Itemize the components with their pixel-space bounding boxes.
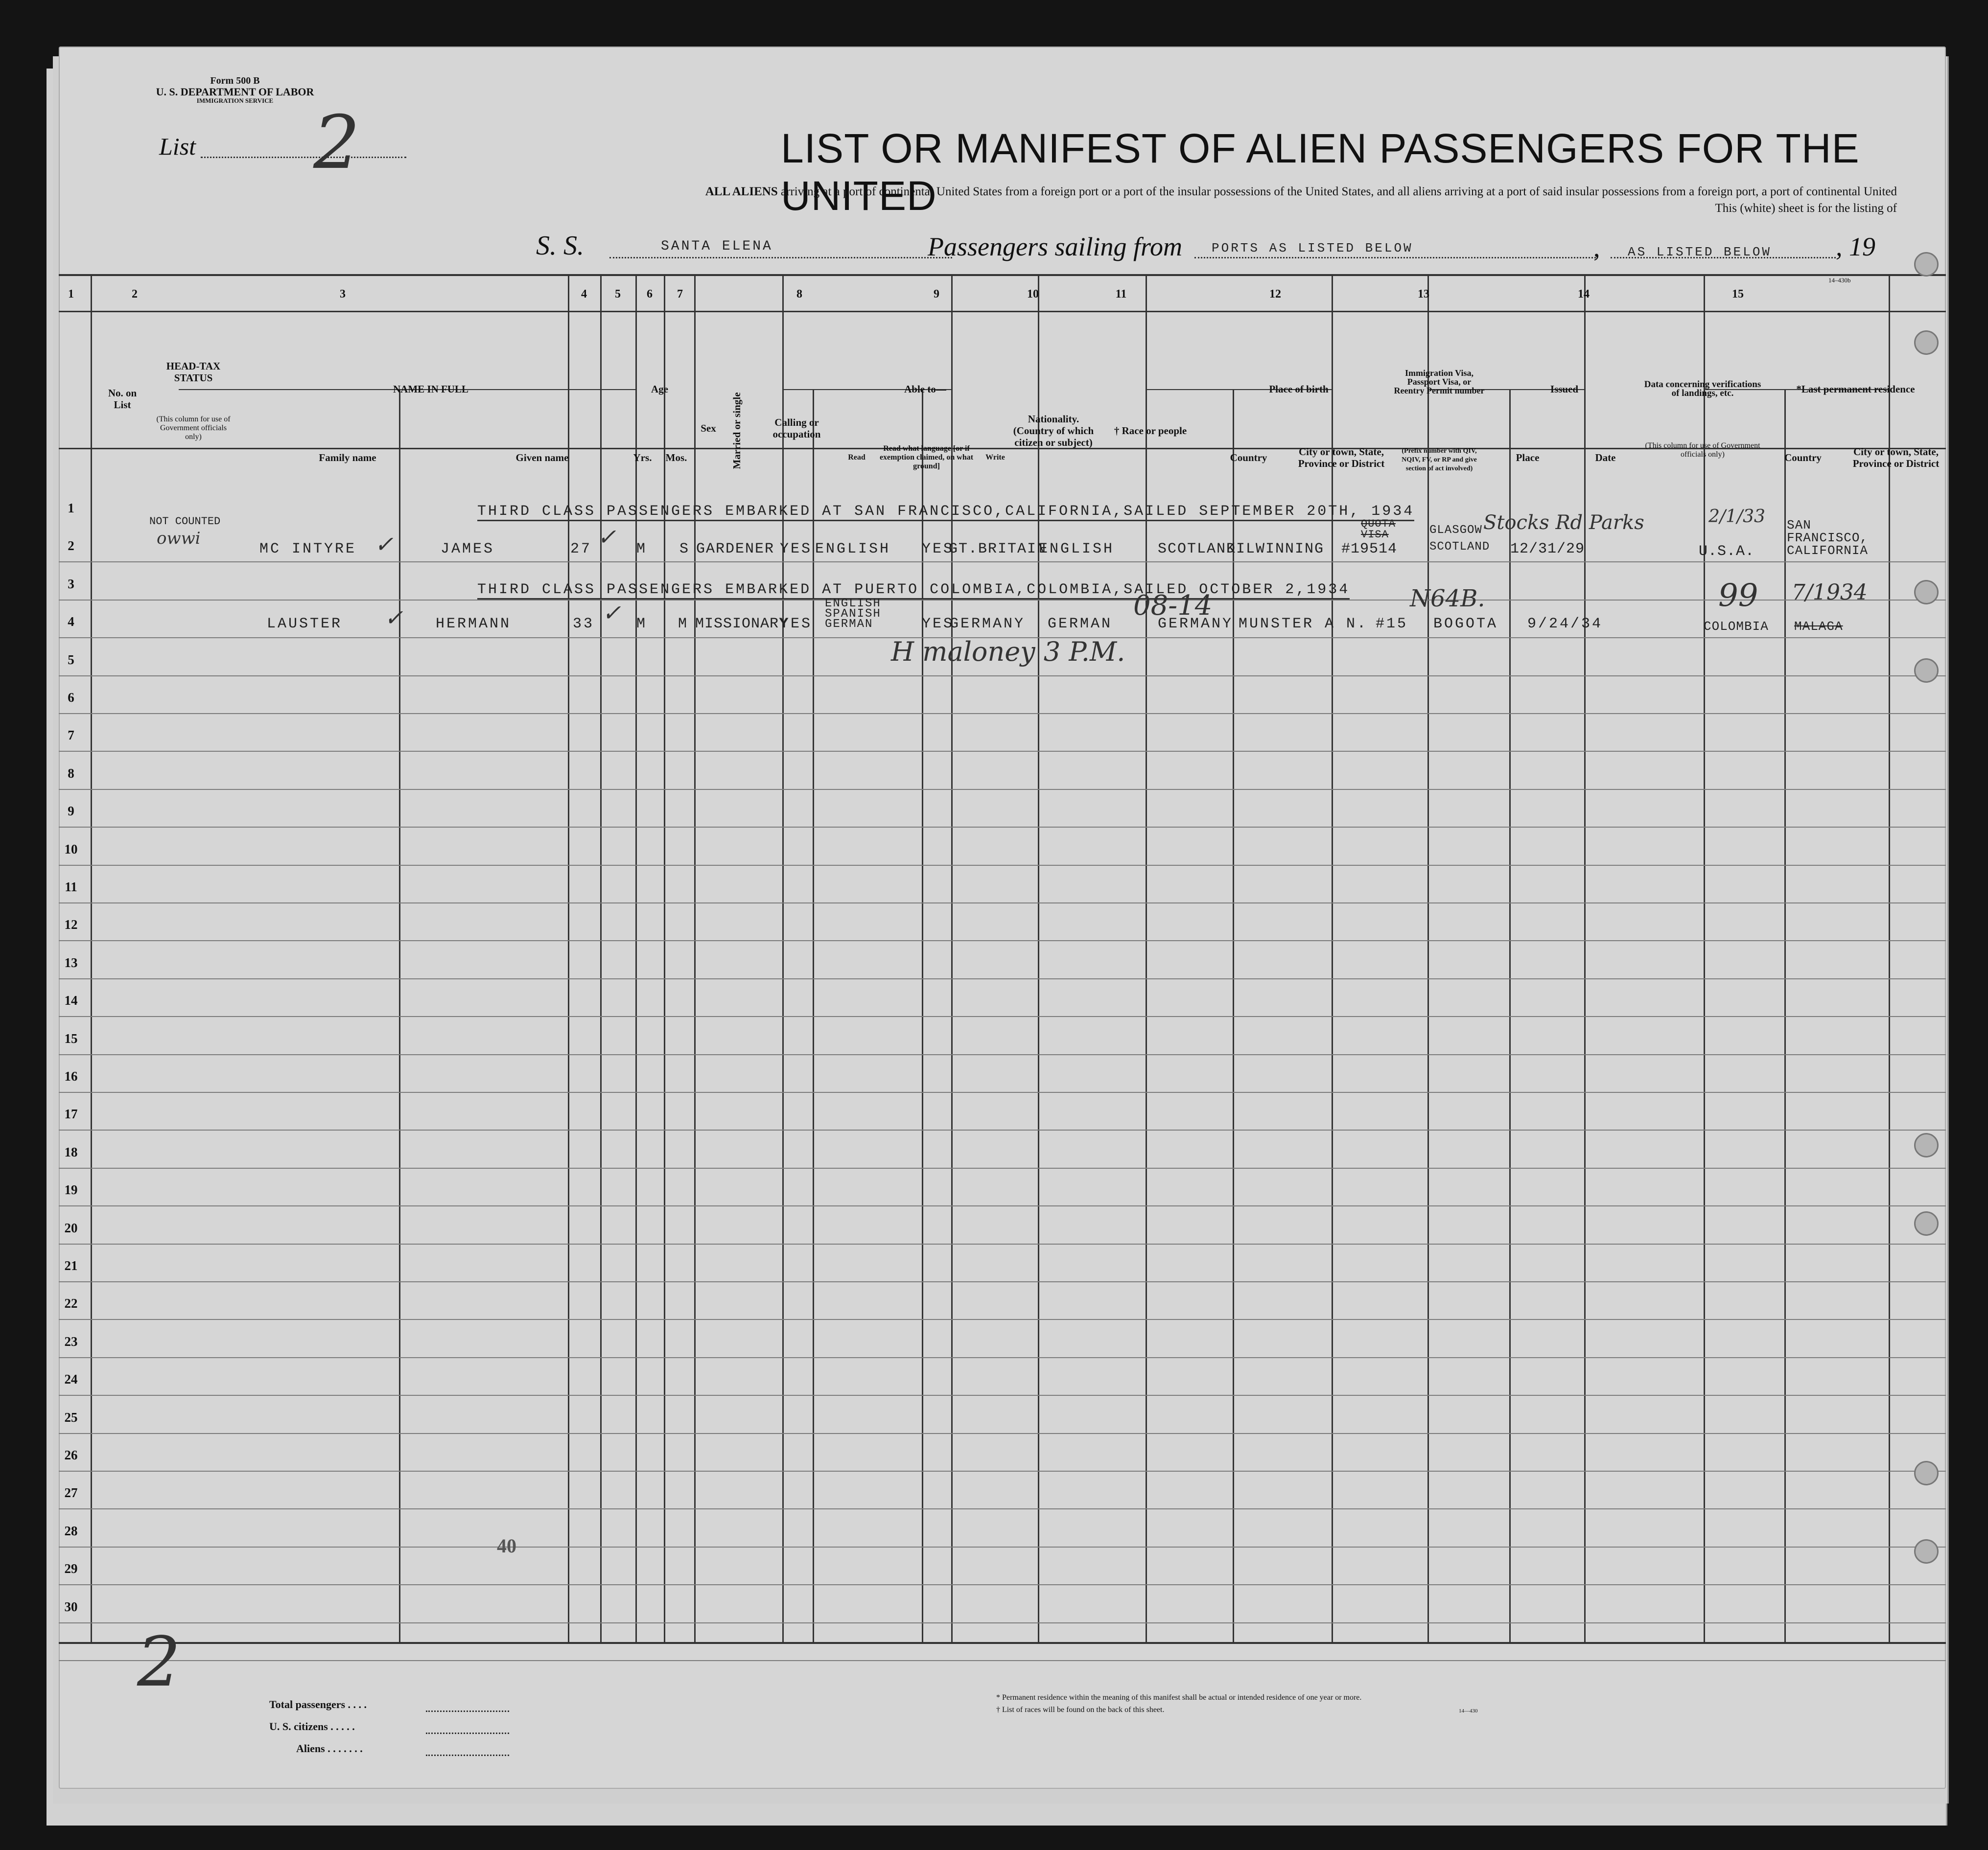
sailing-label: Passengers sailing from [928,232,1183,261]
row-number: 23 [64,1334,78,1349]
row-rule [59,1660,1946,1661]
row-rule [59,1205,1946,1206]
row-number: 18 [64,1145,78,1159]
column-rule [1704,274,1705,1642]
row-rule [59,1168,1946,1169]
language: ENGLISH [815,541,891,557]
header-read: Read [848,453,865,462]
column-rule [1038,274,1039,1642]
row-rule [59,940,1946,941]
res-handwriting: 2/1/33 [1708,507,1765,527]
row-rule [59,1244,1946,1245]
visa-type: QUOTA VISA [1361,518,1396,541]
marital: M [678,616,689,632]
column-number: 3 [340,288,346,301]
comma: , [1593,233,1600,262]
column-number: 12 [1269,288,1281,301]
row-number: 17 [64,1107,78,1121]
can-write: YES [922,616,955,632]
punch-hole [1914,330,1939,355]
header-birth-city: City or town, State, Province or District [1298,446,1385,469]
punch-hole [1914,1461,1939,1485]
header-place-of-birth: Place of birth [1269,383,1329,395]
language: ENGLISH SPANISH GERMAN [825,597,881,631]
year-prefix: , 19 [1836,232,1875,261]
row-rule [59,751,1946,752]
head-tax-handwriting: owwi [157,529,201,548]
can-read: YES [780,616,813,632]
column-number: 15 [1732,288,1744,301]
header-last-residence: *Last permanent residence [1796,383,1915,395]
res-country: COLOMBIA [1704,619,1769,634]
footer-total-line [426,1711,509,1712]
row-number: 24 [64,1372,78,1387]
sub-column-rule [399,389,400,1642]
footer-aliens-label: Aliens [296,1742,325,1755]
header-no-on-list: No. on List [108,387,137,411]
row-number: 4 [68,614,74,629]
row-number: 1 [68,501,74,515]
row-rule [59,713,1946,714]
birth-city: KILWINNING [1226,541,1325,557]
birth-city: MUNSTER A N. [1239,616,1368,632]
column-rule [91,274,92,1642]
header-yrs: Yrs. [633,452,652,463]
header-head-tax: HEAD-TAX STATUS [166,360,221,384]
row-number: 25 [64,1410,78,1425]
header-read-language: Read what language [or if exemption claimed, on what ground] [879,444,974,470]
row-number: 16 [64,1069,78,1084]
column-rule [782,274,784,1642]
intro-line-1: arriving at a port of continental United States from a foreign port or a port of the insular possessions of the United States, and all aliens arriving at a port of said insular possessions from a foreign port, a port of continental United [780,185,1897,198]
header-head-tax-note: (This column for use of Government officials only) [156,415,231,441]
footnote-residence: * Permanent residence within the meaning of this manifest shall be actual or intended residence of one year or more. [996,1693,1362,1702]
form-number-text: Form 500 B [210,75,260,86]
birth-country: GERMANY [1158,616,1234,632]
column-number: 2 [132,288,138,301]
row-rule [59,789,1946,790]
head-tax-value: NOT COUNTED [149,515,221,528]
age-years: 33 [573,616,595,632]
row-rule [59,1395,1946,1396]
family-name: MC INTYRE [259,541,357,557]
column-number-rule [59,311,1946,312]
row-rule [59,1357,1946,1358]
sub-column-rule [1784,389,1786,1642]
year-prefix-text: 19 [1849,232,1875,261]
row-rule [59,1092,1946,1093]
footnote-races: † List of races will be found on the back of this sheet. [996,1706,1165,1714]
row-number: 8 [68,766,74,781]
header-visa-note: (Prefix number with QIV, NQIV, FV, or RP and give section of act involved) [1402,447,1477,472]
row-rule [59,865,1946,866]
row-number: 7 [68,728,74,742]
page-stamp: 40 [497,1535,516,1557]
intro-text [431,184,1897,217]
given-name: HERMANN [436,616,512,632]
row-rule [59,827,1946,828]
header-write: Write [985,453,1005,462]
manifest-title: LIST OR MANIFEST OF ALIEN PASSENGERS FOR THE UNITED [781,125,1860,219]
race: ENGLISH [1039,541,1115,557]
row-number: 13 [64,955,78,970]
sub-column-rule [922,389,923,1642]
row-number: 20 [64,1221,78,1235]
header-data-concerning: Data concerning verifications of landings, etc. [1644,379,1761,398]
column-number: 8 [796,288,802,301]
list-label: List [159,133,196,160]
birth-country: SCOTLAND [1158,541,1237,557]
row-rule [59,675,1946,676]
sub-column-rule [600,389,602,1642]
row-number: 12 [64,917,78,932]
row-number: 30 [64,1599,78,1614]
header-date: Date [1595,452,1616,463]
footnote-stock: 14—430 [1459,1708,1478,1714]
row-number: 19 [64,1182,78,1197]
check-mark: ✓ [374,531,394,557]
footer-aliens-line [426,1755,509,1756]
sub-column-rule [813,389,814,1642]
row-rule [59,902,1946,903]
column-rule [1146,274,1147,1642]
sex: M [636,616,648,632]
header-married: Married or single [731,392,743,469]
footer-us-label: U. S. citizens [269,1720,328,1733]
punch-hole [1914,658,1939,683]
form-number [147,76,323,104]
header-race: † Race or people [1114,425,1187,437]
header-birth-country: Country [1230,452,1267,463]
punch-hole [1914,1211,1939,1236]
embarkation-line-1: THIRD CLASS PASSENGERS EMBARKED AT SAN FRANCISCO,CALIFORNIA,SAILED SEPTEMBER 20TH, 1934 [477,503,1414,521]
row-number: 27 [64,1485,78,1500]
issued-place: BOGOTA [1433,616,1498,632]
punch-hole [1914,1133,1939,1157]
check-mark: ✓ [602,600,621,626]
visa-number: #19514 [1341,541,1398,557]
check-mark: ✓ [597,524,616,550]
punch-hole [1914,252,1939,277]
issued-handwriting: Stocks Rd Parks [1483,511,1644,534]
row-rule [59,1054,1946,1055]
annotation-1934: 7/1934 [1792,580,1868,605]
row-rule [59,1508,1946,1509]
footer-us-citizens: U. S. citizens . . . . . [269,1720,355,1733]
nationality: GT.BRITAIN [949,541,1047,557]
row-number: 9 [68,804,74,818]
service-name: IMMIGRATION SERVICE [196,97,274,105]
sub-column-rule [1233,389,1234,1642]
header-family-name: Family name [319,452,376,463]
row-rule [59,1281,1946,1282]
ship-line [609,257,952,258]
header-place: Place [1516,452,1540,463]
manifest-sheet [59,46,1946,1789]
row-rule [59,1130,1946,1131]
list-number: 2 [313,100,360,185]
row-number: 2 [68,538,74,553]
row-number: 5 [68,652,74,667]
row-rule [59,1471,1946,1472]
column-number: 11 [1115,288,1127,301]
header-data-note: (This column for use of Government officials only) [1645,441,1760,459]
ports-line [1194,257,1596,258]
footer-aliens: Aliens . . . . . . . [296,1742,363,1755]
nationality: GERMANY [950,616,1026,632]
header-visa: Immigration Visa, Passport Visa, or Reentry Permit number [1394,368,1485,395]
header-nationality: Nationality. (Country of which citizen or subject) [1013,413,1094,448]
table-bottom-rule [59,1642,1946,1644]
row-number: 15 [64,1031,78,1046]
row-number: 22 [64,1296,78,1311]
age-years: 27 [570,541,592,557]
table-top-rule [59,274,1946,276]
visa-number: #15 [1376,616,1408,632]
header-res-country: Country [1784,452,1822,463]
res-city: MALAGA [1794,619,1843,634]
given-name: JAMES [441,541,495,557]
annotation-n64b: N64B. [1410,585,1485,612]
footer-total: Total passengers . . . . [269,1698,367,1711]
annotation-code: 08-14 [1133,590,1213,622]
marital: S [679,541,691,557]
row-rule [59,1547,1946,1548]
column-number: 5 [615,288,621,301]
can-write: YES [922,541,955,557]
ss-label: S. S. [536,231,584,261]
issued-date: 9/24/34 [1527,616,1603,632]
column-number: 7 [677,288,683,301]
list-line [201,157,406,158]
row-rule [59,600,1946,601]
row-rule [59,978,1946,979]
column-number: 6 [647,288,653,301]
punch-hole [1914,580,1939,604]
department-name: U. S. DEPARTMENT OF LABOR [156,86,314,98]
header-sex: Sex [701,422,716,434]
punch-hole [1914,1539,1939,1564]
sex: M [636,541,648,557]
can-read: YES [780,541,813,557]
occupation: MISSIONARY [695,616,789,632]
row-number: 26 [64,1448,78,1462]
check-mark: ✓ [384,604,403,631]
issued-date: 12/31/29 [1510,541,1585,557]
column-number: 10 [1027,288,1039,301]
header-name-in-full: NAME IN FULL [393,383,468,395]
res-country: U.S.A. [1699,543,1755,560]
list-mark-large: 2 [137,1622,181,1702]
embarkation-line-2: THIRD CLASS PASSENGERS EMBARKED AT PUERTO COLOMBIA,COLOMBIA,SAILED OCTOBER 2,1934 [477,581,1350,600]
row-number: 6 [68,690,74,705]
row-number: 29 [64,1561,78,1576]
race: GERMAN [1048,616,1113,632]
date-value: AS LISTED BELOW [1628,245,1772,259]
annotation-signature: H maloney 3 P.M. [891,636,1125,667]
row-number: 28 [64,1524,78,1538]
ship-name: SANTA ELENA [661,239,773,254]
header-age: Age [651,383,668,395]
column-number: 4 [581,288,587,301]
ports-value: PORTS AS LISTED BELOW [1212,241,1413,255]
header-able-to: Able to— [904,383,946,395]
row-rule [59,1319,1946,1320]
header-res-city: City or town, State, Province or District [1852,446,1940,469]
row-number: 21 [64,1258,78,1273]
issued-place: GLASGOW SCOTLAND [1429,524,1490,554]
row-rule [59,1584,1946,1585]
res-city: SAN FRANCISCO, CALIFORNIA [1787,518,1869,558]
stock-number: 14–430b [1828,277,1851,284]
row-rule [59,561,1946,562]
sub-column-rule [1509,389,1511,1642]
row-number: 11 [65,879,77,894]
header-mos: Mos. [665,452,687,463]
header-given-name: Given name [515,452,569,463]
row-rule [59,1622,1946,1623]
intro-line-2: This (white) sheet is for the listing of [1715,202,1897,215]
footer-total-label: Total passengers [269,1698,346,1711]
column-number: 1 [68,288,74,301]
family-name: LAUSTER [267,616,343,632]
column-number: 13 [1418,288,1429,301]
column-number: 14 [1578,288,1590,301]
header-calling: Calling or occupation [772,416,821,440]
row-number: 10 [64,842,78,856]
occupation: GARDENER [696,541,775,557]
row-rule [59,1016,1946,1017]
column-number: 9 [934,288,939,301]
annotation-99: 99 [1718,578,1758,614]
footer-us-line [426,1733,509,1734]
row-number: 14 [64,993,78,1008]
intro-bold: ALL ALIENS [705,185,778,198]
row-number: 3 [68,577,74,591]
row-rule [59,1433,1946,1434]
header-issued: Issued [1550,383,1579,395]
